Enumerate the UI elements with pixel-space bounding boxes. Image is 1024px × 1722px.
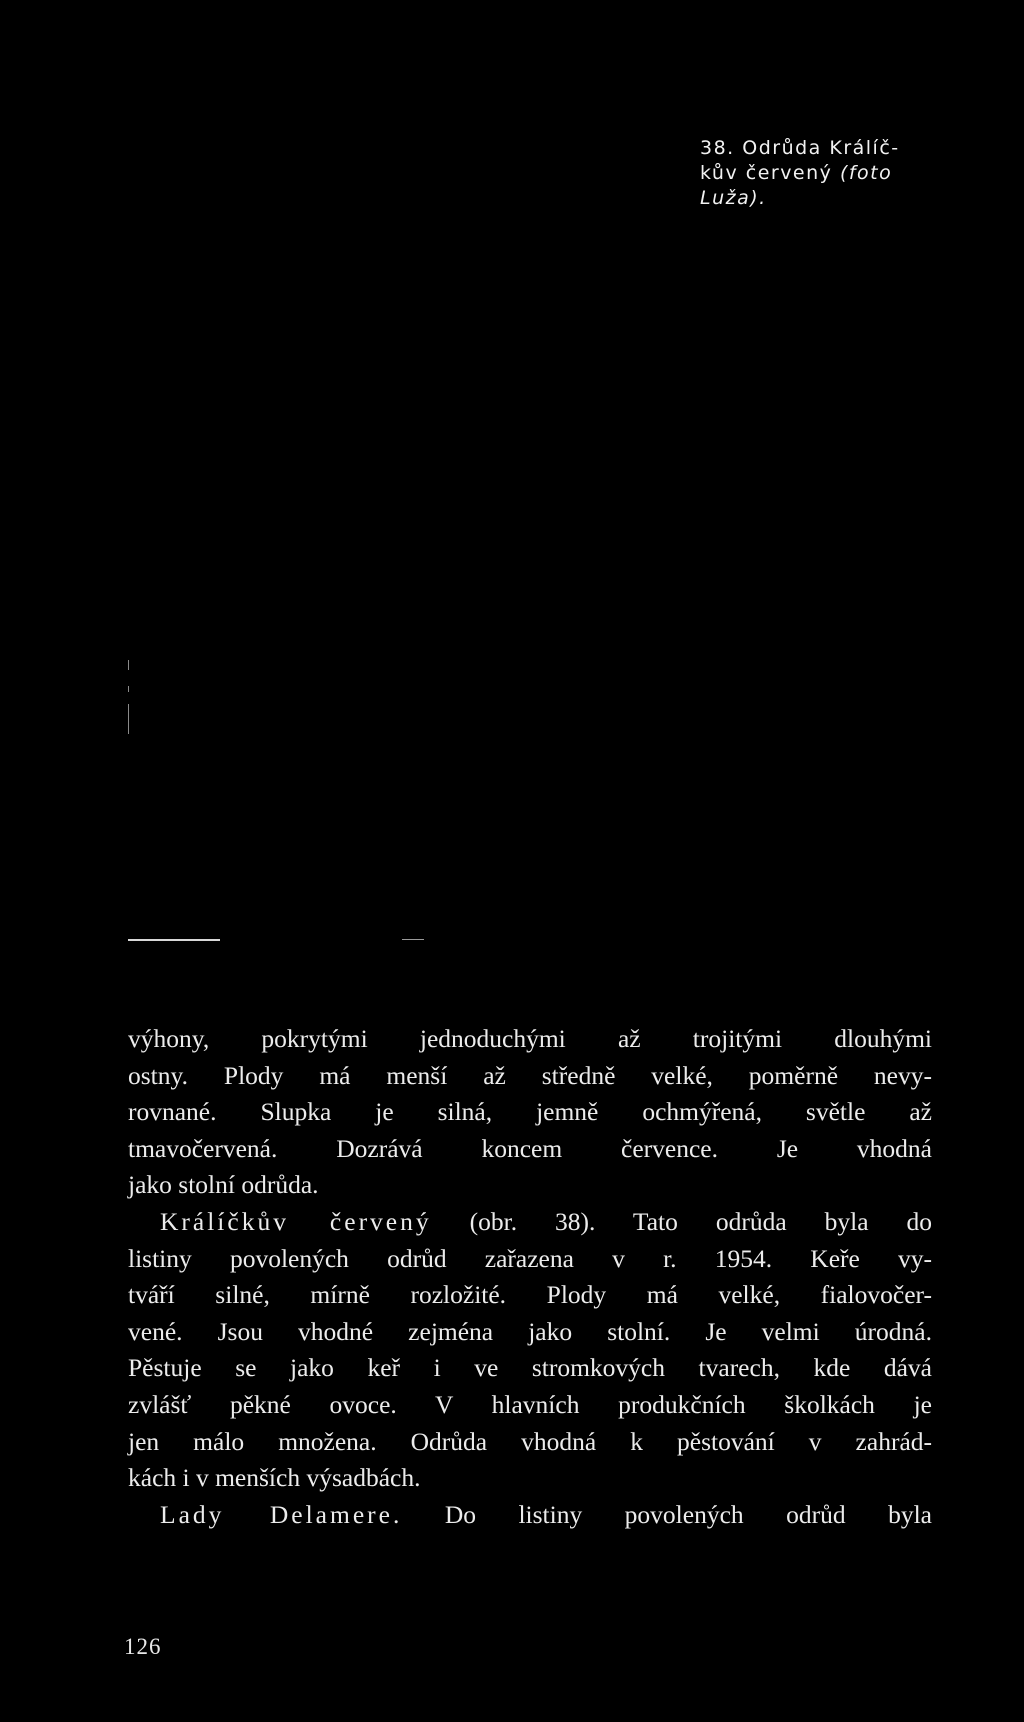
text-line: Pěstuje se jako keř i ve stromkových tvarech, kde dává xyxy=(128,1353,932,1383)
text-line: listiny povolených odrůd zařazena v r. 1954. Keře vy- xyxy=(128,1243,932,1273)
caption-photo-credit-end: Luža). xyxy=(700,187,767,209)
text-line: jen málo množena. Odrůda vhodná k pěstování v zahrád- xyxy=(128,1426,932,1456)
caption-line-3 xyxy=(700,186,940,211)
caption-photo-credit-start: (foto xyxy=(839,162,893,184)
paragraph-kralickuv-cerveny xyxy=(128,1204,932,1241)
main-text xyxy=(128,1021,932,1533)
scan-margin-marks xyxy=(128,660,131,740)
text-line: zvlášť pěkné ovoce. V hlavních produkčních školkách je xyxy=(128,1389,932,1419)
text-line: tváří silné, mírně rozložité. Plody má velké, fialovočer- xyxy=(128,1280,932,1310)
text-line: tmavočervená. Dozrává koncem července. Je vhodná xyxy=(128,1133,932,1163)
variety-name-kralickuv-cerveny: Králíčkův červený xyxy=(160,1206,432,1236)
text-line: výhony, pokrytými jednoduchými až trojitými dlouhými xyxy=(128,1024,932,1053)
text-line: vené. Jsou vhodné zejména jako stolní. Je velmi úrodná. xyxy=(128,1316,932,1346)
figure-caption xyxy=(700,136,940,211)
figure-bottom-rule-left xyxy=(128,939,220,941)
text-line: ostny. Plody má menší až středně velké, poměrně nevy- xyxy=(128,1060,932,1090)
text-line: kách i v menších výsadbách. xyxy=(128,1463,421,1493)
caption-line-2-text: kův červený xyxy=(700,162,840,184)
variety-name-lady-delamere: Lady Delamere. xyxy=(160,1499,403,1529)
page-number: 126 xyxy=(124,1634,162,1659)
caption-line-1: 38. Odrůda Králíč- xyxy=(700,137,900,159)
text-run: (obr. 38). Tato odrůda byla do xyxy=(431,1206,932,1236)
scan-mark xyxy=(128,704,129,734)
text-line: rovnané. Slupka je silná, jemně ochmýřená, světle až xyxy=(128,1097,932,1127)
caption-line-2 xyxy=(700,161,940,186)
scan-mark xyxy=(128,660,129,670)
figure-bottom-rule-right xyxy=(402,939,424,940)
text-line: jako stolní odrůda. xyxy=(128,1170,319,1200)
scan-mark xyxy=(128,686,129,692)
text-run: Do listiny povolených odrůd byla xyxy=(402,1499,932,1529)
paragraph-lady-delamere xyxy=(128,1497,932,1534)
